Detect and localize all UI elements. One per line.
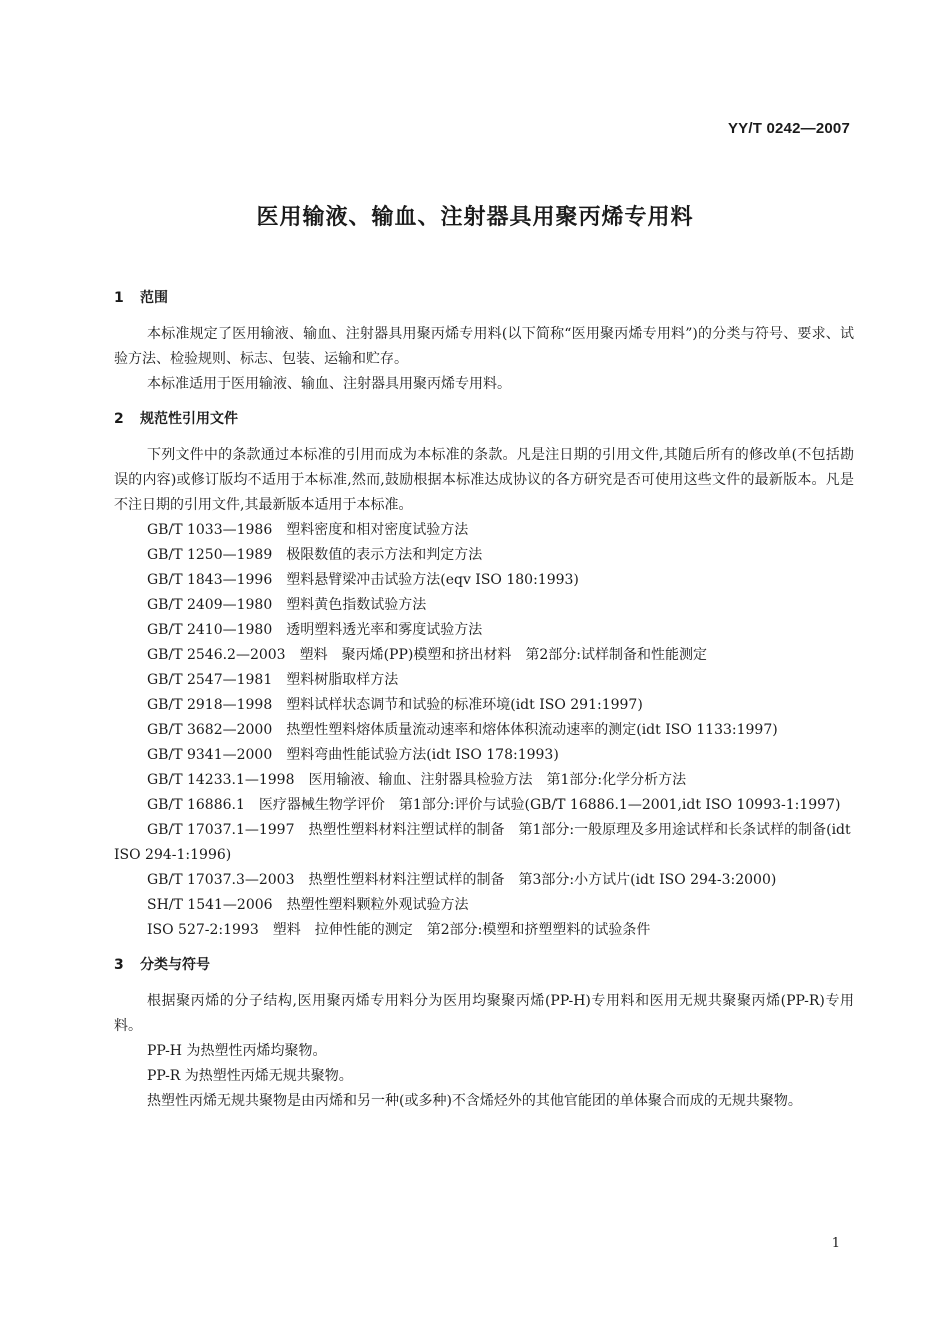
reference-code: SH/T 1541—2006 xyxy=(147,897,273,913)
reference-item xyxy=(114,668,854,693)
reference-code: GB/T 2409—1980 xyxy=(147,597,273,613)
section-2-heading xyxy=(114,409,854,429)
section-title: 分类与符号 xyxy=(140,957,210,973)
section-number: 3 xyxy=(114,957,124,973)
reference-item xyxy=(114,818,854,868)
reference-code: GB/T 17037.3—2003 xyxy=(147,872,295,888)
reference-code: GB/T 9341—2000 xyxy=(147,747,273,763)
paragraph: 根据聚丙烯的分子结构,医用聚丙烯专用料分为医用均聚聚丙烯(PP-H)专用料和医用无规共聚聚丙烯(PP-R)专用料。 xyxy=(114,993,854,1034)
section-title: 规范性引用文件 xyxy=(140,411,238,427)
section-title: 范围 xyxy=(140,290,168,306)
reference-code: GB/T 16886.1 xyxy=(147,797,245,813)
reference-item xyxy=(114,743,854,768)
reference-title: 塑料 聚丙烯(PP)模塑和挤出材料 第2部分:试样制备和性能测定 xyxy=(299,647,707,663)
reference-item xyxy=(114,718,854,743)
reference-item xyxy=(114,768,854,793)
reference-title: 热塑性塑料熔体质量流动速率和熔体体积流动速率的测定(idt ISO 1133:1997) xyxy=(286,722,778,738)
reference-title: 热塑性塑料材料注塑试样的制备 第1部分:一般原理及多用途试样和长条试样的制备(idt ISO 294-1:1996) xyxy=(114,822,851,863)
section-number: 1 xyxy=(114,290,124,306)
reference-code: GB/T 2546.2—2003 xyxy=(147,647,286,663)
reference-item xyxy=(114,593,854,618)
reference-item xyxy=(114,868,854,893)
reference-title: 医用输液、输血、注射器具检验方法 第1部分:化学分析方法 xyxy=(308,772,687,788)
reference-code: GB/T 14233.1—1998 xyxy=(147,772,295,788)
paragraph: PP-R 为热塑性丙烯无规共聚物。 xyxy=(147,1068,353,1084)
section-1-heading xyxy=(114,288,854,308)
paragraph: 热塑性丙烯无规共聚物是由丙烯和另一种(或多种)不含烯烃外的其他官能团的单体聚合而成的无规共聚物。 xyxy=(147,1093,802,1109)
reference-list xyxy=(114,518,854,943)
paragraph: PP-H 为热塑性丙烯均聚物。 xyxy=(147,1043,327,1059)
document-body xyxy=(114,288,854,1114)
page-number: 1 xyxy=(831,1236,840,1251)
reference-title: 塑料密度和相对密度试验方法 xyxy=(286,522,469,538)
reference-title: 塑料树脂取样方法 xyxy=(286,672,399,688)
reference-code: GB/T 1033—1986 xyxy=(147,522,273,538)
reference-item xyxy=(114,693,854,718)
reference-item xyxy=(114,893,854,918)
reference-title: 热塑性塑料颗粒外观试验方法 xyxy=(286,897,469,913)
document-title: 医用输液、输血、注射器具用聚丙烯专用料 xyxy=(256,205,694,230)
reference-item xyxy=(114,918,854,943)
reference-item xyxy=(114,643,854,668)
reference-title: 塑料悬臂梁冲击试验方法(eqv ISO 180:1993) xyxy=(286,572,579,588)
reference-item xyxy=(114,568,854,593)
reference-code: GB/T 1843—1996 xyxy=(147,572,273,588)
reference-code: GB/T 2410—1980 xyxy=(147,622,273,638)
reference-title: 热塑性塑料材料注塑试样的制备 第3部分:小方试片(idt ISO 294-3:2000) xyxy=(308,872,777,888)
reference-code: GB/T 1250—1989 xyxy=(147,547,273,563)
reference-item xyxy=(114,518,854,543)
reference-code: GB/T 17037.1—1997 xyxy=(147,822,295,838)
reference-title: 极限数值的表示方法和判定方法 xyxy=(286,547,483,563)
reference-title: 塑料试样状态调节和试验的标准环境(idt ISO 291:1997) xyxy=(286,697,643,713)
reference-code: GB/T 2547—1981 xyxy=(147,672,273,688)
reference-code: ISO 527-2:1993 xyxy=(147,922,259,938)
reference-item xyxy=(114,543,854,568)
section-3-heading xyxy=(114,955,854,975)
reference-title: 塑料 拉伸性能的测定 第2部分:模塑和挤塑塑料的试验条件 xyxy=(272,922,651,938)
reference-code: GB/T 3682—2000 xyxy=(147,722,273,738)
paragraph: 本标准适用于医用输液、输血、注射器具用聚丙烯专用料。 xyxy=(147,376,511,392)
paragraph: 下列文件中的条款通过本标准的引用而成为本标准的条款。凡是注日期的引用文件,其随后所有的修改单(不包括勘误的内容)或修订版均不适用于本标准,然而,鼓励根据本标准达成协议的各方研究是否可使用这些文件的最新版本。凡是不注日期的引用文件,其最新版本适用于本标准。 xyxy=(114,447,854,513)
reference-title: 透明塑料透光率和雾度试验方法 xyxy=(286,622,483,638)
standard-number: YY/T 0242—2007 xyxy=(727,120,850,137)
reference-item xyxy=(114,618,854,643)
reference-title: 塑料弯曲性能试验方法(idt ISO 178:1993) xyxy=(286,747,559,763)
reference-title: 塑料黄色指数试验方法 xyxy=(286,597,427,613)
reference-item xyxy=(114,793,854,818)
reference-code: GB/T 2918—1998 xyxy=(147,697,273,713)
reference-title: 医疗器械生物学评价 第1部分:评价与试验(GB/T 16886.1—2001,idt ISO 10993-1:1997) xyxy=(258,797,841,813)
section-number: 2 xyxy=(114,411,124,427)
paragraph: 本标准规定了医用输液、输血、注射器具用聚丙烯专用料(以下简称“医用聚丙烯专用料”)的分类与符号、要求、试验方法、检验规则、标志、包装、运输和贮存。 xyxy=(114,326,854,367)
